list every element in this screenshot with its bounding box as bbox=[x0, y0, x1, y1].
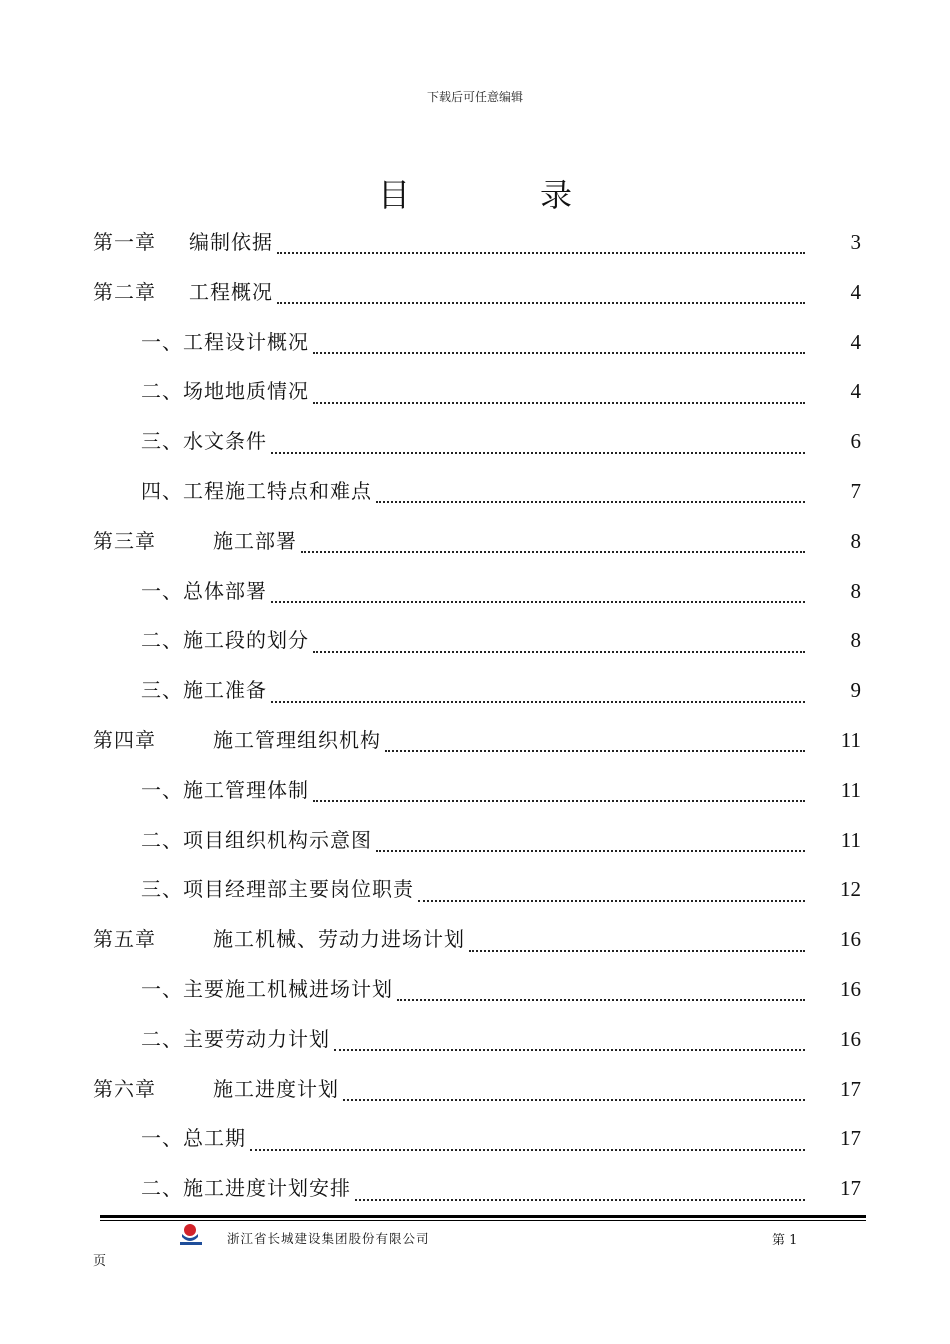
toc-title-right: 录 bbox=[540, 176, 573, 214]
toc-entry[interactable] bbox=[93, 666, 861, 716]
toc-page-number: 11 bbox=[840, 727, 861, 752]
toc-entry[interactable] bbox=[93, 318, 861, 368]
toc-page-number: 11 bbox=[840, 827, 861, 852]
toc-entry-label bbox=[141, 616, 309, 666]
toc-page-number: 16 bbox=[840, 927, 861, 952]
toc-dot-leader bbox=[313, 401, 805, 404]
toc-entry-label bbox=[141, 367, 309, 417]
toc-entry-label bbox=[93, 915, 465, 965]
toc-dot-leader bbox=[250, 1148, 805, 1151]
toc-page-number: 8 bbox=[850, 528, 861, 553]
footer-company-name: 浙江省长城建设集团股份有限公司 bbox=[227, 1231, 430, 1246]
toc-page-number: 4 bbox=[850, 379, 861, 404]
toc-entry[interactable] bbox=[93, 716, 861, 766]
toc-entry[interactable] bbox=[93, 517, 861, 567]
toc-page-number: 12 bbox=[840, 877, 861, 902]
toc-entry-label bbox=[141, 766, 309, 816]
toc-entry-label bbox=[141, 816, 372, 866]
toc-entry[interactable] bbox=[93, 616, 861, 666]
toc-entry-label bbox=[93, 268, 273, 318]
toc-entry[interactable] bbox=[93, 1065, 861, 1115]
toc-page-number: 16 bbox=[840, 976, 861, 1001]
toc-dot-leader bbox=[376, 849, 805, 852]
toc-dot-leader bbox=[418, 899, 805, 902]
toc-chapter-number: 第四章 bbox=[93, 727, 156, 752]
toc-entry-title: 三、水文条件 bbox=[141, 429, 267, 454]
toc-dot-leader bbox=[376, 500, 805, 503]
toc-entry-title: 二、施工段的划分 bbox=[141, 628, 309, 653]
toc-entry-title: 施工部署 bbox=[213, 528, 297, 553]
toc-entry-title: 二、施工进度计划安排 bbox=[141, 1176, 351, 1201]
toc-dot-leader bbox=[277, 251, 805, 254]
toc-entry-label bbox=[141, 318, 309, 368]
toc-entry[interactable] bbox=[93, 1015, 861, 1065]
toc-page-number: 3 bbox=[850, 230, 861, 254]
toc-entry-title: 一、总工期 bbox=[141, 1126, 246, 1151]
toc-entry[interactable] bbox=[93, 417, 861, 467]
footer-rule bbox=[100, 1215, 866, 1218]
toc-entry[interactable] bbox=[93, 865, 861, 915]
toc-entry[interactable] bbox=[93, 467, 861, 517]
toc-entry-title: 一、工程设计概况 bbox=[141, 329, 309, 354]
toc-dot-leader bbox=[271, 700, 805, 703]
toc-dot-leader bbox=[277, 301, 805, 304]
header-note: 下载后可任意编辑 bbox=[426, 90, 523, 104]
toc-entry-label bbox=[141, 1164, 351, 1214]
toc-dot-leader bbox=[313, 799, 805, 802]
toc-title bbox=[0, 170, 950, 216]
footer-rule-thin bbox=[100, 1220, 866, 1221]
toc-entry[interactable] bbox=[93, 218, 861, 268]
toc-chapter-number: 第二章 bbox=[93, 279, 156, 304]
toc-entry[interactable] bbox=[93, 766, 861, 816]
toc-dot-leader bbox=[313, 351, 805, 354]
toc-entry[interactable] bbox=[93, 915, 861, 965]
toc-entry-title: 二、项目组织机构示意图 bbox=[141, 827, 372, 852]
toc-page-number: 17 bbox=[840, 1176, 861, 1201]
table-of-contents bbox=[93, 218, 861, 1214]
toc-entry[interactable] bbox=[93, 367, 861, 417]
toc-entry-label bbox=[141, 467, 372, 517]
toc-entry-label bbox=[141, 666, 267, 716]
toc-entry-title: 一、主要施工机械进场计划 bbox=[141, 976, 393, 1001]
toc-entry-title: 工程概况 bbox=[189, 279, 273, 304]
toc-entry-title: 二、主要劳动力计划 bbox=[141, 1026, 330, 1051]
toc-entry-title: 四、工程施工特点和难点 bbox=[141, 478, 372, 503]
toc-dot-leader bbox=[334, 1048, 805, 1051]
toc-page-number: 7 bbox=[850, 478, 861, 503]
toc-dot-leader bbox=[343, 1098, 805, 1101]
toc-entry[interactable] bbox=[93, 816, 861, 866]
toc-entry-title: 施工机械、劳动力进场计划 bbox=[213, 927, 465, 952]
toc-entry-label bbox=[93, 517, 297, 567]
company-logo-icon bbox=[178, 1222, 204, 1248]
toc-page-number: 17 bbox=[840, 1076, 861, 1101]
toc-page-number: 17 bbox=[840, 1126, 861, 1151]
toc-entry-label bbox=[141, 1114, 246, 1164]
toc-entry-title: 二、场地地质情况 bbox=[141, 379, 309, 404]
toc-entry-label bbox=[141, 965, 393, 1015]
toc-title-left: 目 bbox=[377, 176, 410, 214]
toc-page-number: 9 bbox=[850, 678, 861, 703]
toc-entry[interactable] bbox=[93, 1114, 861, 1164]
toc-dot-leader bbox=[469, 949, 805, 952]
toc-page-number: 8 bbox=[850, 628, 861, 653]
toc-page-number: 4 bbox=[850, 329, 861, 354]
toc-entry-title: 一、施工管理体制 bbox=[141, 777, 309, 802]
toc-entry-label bbox=[141, 567, 267, 617]
toc-entry-label bbox=[141, 1015, 330, 1065]
toc-entry-label bbox=[141, 417, 267, 467]
toc-entry-title: 三、项目经理部主要岗位职责 bbox=[141, 877, 414, 902]
toc-chapter-number: 第一章 bbox=[93, 230, 156, 254]
toc-entry-title: 施工进度计划 bbox=[213, 1076, 339, 1101]
toc-entry-title: 三、施工准备 bbox=[141, 678, 267, 703]
toc-chapter-number: 第三章 bbox=[93, 528, 156, 553]
toc-entry-title: 一、总体部署 bbox=[141, 578, 267, 603]
footer-page-number: 第 1 bbox=[772, 1233, 798, 1248]
toc-dot-leader bbox=[313, 650, 805, 653]
toc-entry[interactable] bbox=[93, 1164, 861, 1214]
toc-page-number: 6 bbox=[850, 429, 861, 454]
toc-entry[interactable] bbox=[93, 268, 861, 318]
toc-chapter-number: 第六章 bbox=[93, 1076, 156, 1101]
toc-page-number: 4 bbox=[850, 279, 861, 304]
toc-entry-label bbox=[141, 865, 414, 915]
toc-page-number: 16 bbox=[840, 1026, 861, 1051]
toc-dot-leader bbox=[355, 1198, 805, 1201]
toc-entry-title: 施工管理组织机构 bbox=[213, 727, 381, 752]
toc-dot-leader bbox=[385, 749, 805, 752]
toc-dot-leader bbox=[271, 600, 805, 603]
toc-page-number: 11 bbox=[840, 777, 861, 802]
toc-entry-label bbox=[93, 1065, 339, 1115]
toc-entry-label bbox=[93, 218, 273, 268]
toc-page-number: 8 bbox=[850, 578, 861, 603]
toc-entry[interactable] bbox=[93, 965, 861, 1015]
toc-dot-leader bbox=[301, 550, 805, 553]
toc-entry[interactable] bbox=[93, 567, 861, 617]
toc-entry-label bbox=[93, 716, 381, 766]
footer-page-suffix: 页 bbox=[93, 1254, 107, 1269]
toc-dot-leader bbox=[397, 998, 805, 1001]
toc-chapter-number: 第五章 bbox=[93, 927, 156, 952]
toc-entry-title: 编制依据 bbox=[189, 230, 273, 254]
toc-dot-leader bbox=[271, 451, 805, 454]
